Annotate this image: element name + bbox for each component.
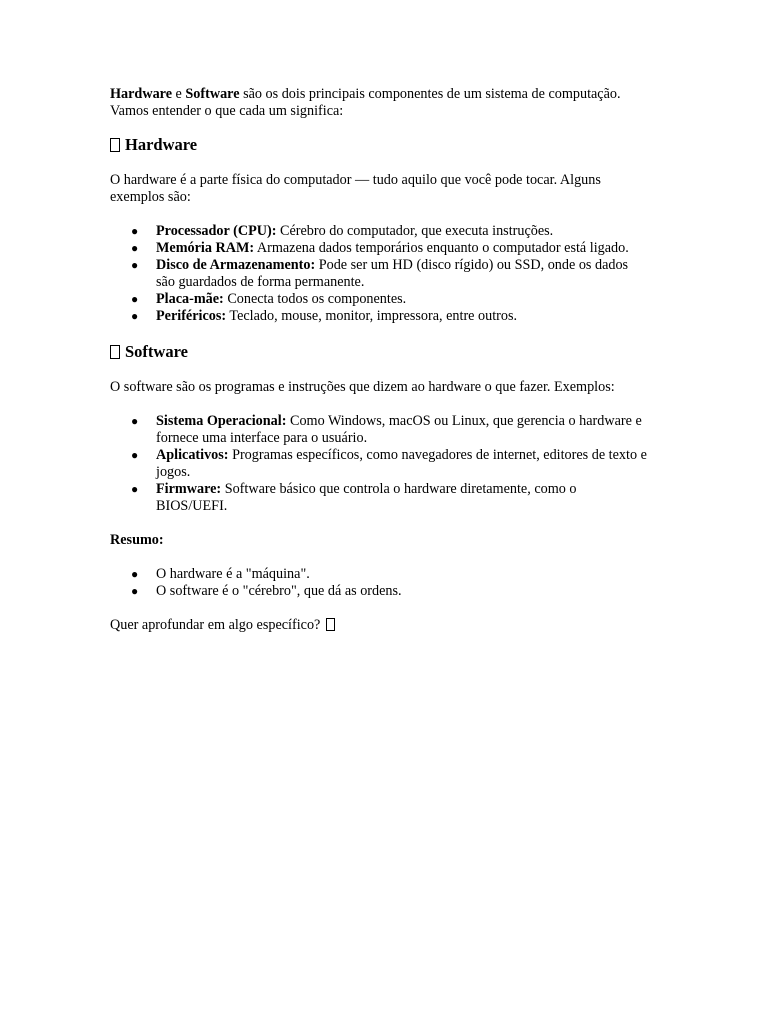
closing-question <box>110 617 650 634</box>
list-item-text: Conecta todos os componentes. <box>223 291 407 307</box>
intro-term-hardware: Hardware <box>110 86 172 102</box>
list-item-term: Processador (CPU): <box>156 223 277 239</box>
list-item-term: Periféricos: <box>156 308 227 324</box>
bullet-icon: ● <box>131 414 139 428</box>
intro-term-software: Software <box>185 86 240 102</box>
resumo-list <box>110 566 650 600</box>
intro-paragraph <box>110 86 650 120</box>
list-item-term: Aplicativos: <box>156 447 229 463</box>
closing-text: Quer aprofundar em algo específico? <box>110 617 321 633</box>
software-description: O software são os programas e instruções que dizem ao hardware o que fazer. Exemplos: <box>110 379 615 395</box>
hardware-list <box>110 223 650 325</box>
hardware-heading <box>110 135 650 155</box>
list-item-text: Software básico que controla o hardware diretamente, como o BIOS/UEFI. <box>156 481 577 514</box>
intro-text: são os dois principais componentes de um sistema de computação. Vamos entender o que cada um significa: <box>110 86 621 119</box>
missing-glyph-icon <box>326 618 335 631</box>
bullet-icon: ● <box>131 567 139 581</box>
list-item-text: Pode ser um HD (disco rígido) ou SSD, onde os dados são guardados de forma permanente. <box>156 257 629 290</box>
bullet-icon: ● <box>131 584 139 598</box>
software-list <box>110 413 650 515</box>
list-item-text: Como Windows, macOS ou Linux, que gerencia o hardware e fornece uma interface para o usuário. <box>156 413 642 446</box>
list-item-term: Firmware: <box>156 481 222 497</box>
list-item <box>110 447 650 481</box>
bullet-icon: ● <box>131 224 139 238</box>
list-item-term: Memória RAM: <box>156 240 255 256</box>
list-item-text: Armazena dados temporários enquanto o computador está ligado. <box>254 240 629 256</box>
list-item <box>110 257 650 291</box>
list-item <box>110 583 650 600</box>
hardware-heading-text: Hardware <box>125 135 198 154</box>
list-item-text: Programas específicos, como navegadores de internet, editores de texto e jogos. <box>156 447 647 480</box>
list-item-term: Disco de Armazenamento: <box>156 257 316 273</box>
bullet-icon: ● <box>131 448 139 462</box>
list-item-text: O software é o "cérebro", que dá as ordens. <box>156 583 402 599</box>
document-body <box>110 86 650 634</box>
list-item-term: Placa-mãe: <box>156 291 224 307</box>
list-item-term: Sistema Operacional: <box>156 413 287 429</box>
bullet-icon: ● <box>131 482 139 496</box>
list-item <box>110 240 650 257</box>
list-item-text: Teclado, mouse, monitor, impressora, entre outros. <box>226 308 518 324</box>
intro-connector: e <box>172 86 186 102</box>
list-item <box>110 291 650 308</box>
list-item <box>110 413 650 447</box>
list-item <box>110 481 650 515</box>
software-heading <box>110 342 650 362</box>
list-item <box>110 308 650 325</box>
list-item <box>110 223 650 240</box>
hardware-description: O hardware é a parte física do computador — tudo aquilo que você pode tocar. Alguns exemplos são: <box>110 172 601 205</box>
bullet-icon: ● <box>131 292 139 306</box>
resumo-title: Resumo: <box>110 532 164 548</box>
list-item-text: O hardware é a "máquina". <box>156 566 310 582</box>
missing-glyph-icon <box>110 345 120 359</box>
list-item-text: Cérebro do computador, que executa instruções. <box>276 223 554 239</box>
missing-glyph-icon <box>110 138 120 152</box>
bullet-icon: ● <box>131 241 139 255</box>
bullet-icon: ● <box>131 258 139 272</box>
software-heading-text: Software <box>125 342 188 361</box>
list-item <box>110 566 650 583</box>
bullet-icon: ● <box>131 309 139 323</box>
